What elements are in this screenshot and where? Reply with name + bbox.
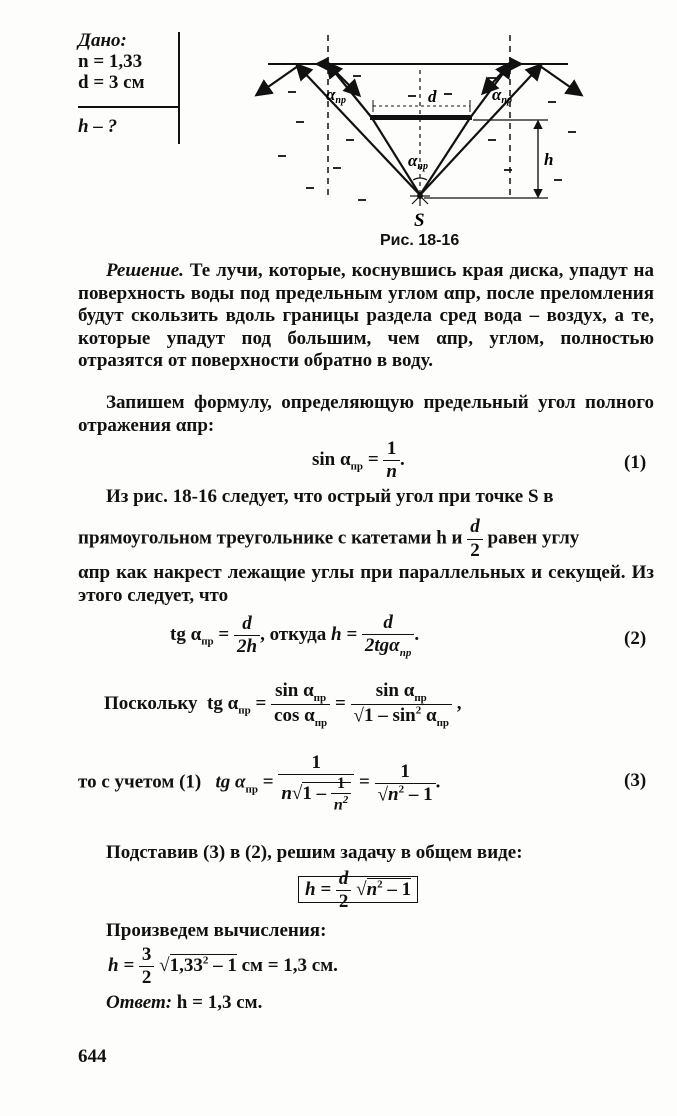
label-h: h: [544, 150, 554, 169]
figure-caption: Рис. 18-16: [380, 232, 460, 249]
given-block: [78, 30, 182, 137]
equation-2: tg $\alpha_{пр}$ = $\frac{d}{2h}$ , откуда h = $\frac{d}{2tg\alpha_{пр}}$ .: [170, 612, 420, 659]
label-d: d: [428, 87, 437, 106]
given-vertical-line: [178, 32, 180, 144]
solution-paragraph-2: Запишем формулу, определяющую предельный угол полного отражения αпр:: [78, 392, 654, 436]
disk: [370, 115, 472, 120]
answer: Ответ: h = 1,3 см.: [106, 992, 263, 1013]
alpha-left: αпр: [326, 85, 346, 106]
equation-3: то с учетом (1) tg $\alpha_{пр}$ = 1 n√1 – $\frac{1}{n^2}$ = $\frac{1}{√n^2 - 1}$ .: [78, 752, 441, 814]
calculation: h = $\frac{3}{2}$ √1,33$^2$ – 1 см = 1,3 см.: [108, 944, 338, 988]
ray-right-outer: [420, 66, 540, 195]
ray-left-outer: [298, 66, 420, 195]
solution-paragraph-6: Подставив (3) в (2), решим задачу в общем виде:: [106, 842, 523, 863]
equation-1: $\sin \alpha_{пр}$ = $\frac{1}{n}$ .: [312, 438, 405, 482]
page-number: 644: [78, 1046, 107, 1067]
solution-paragraph-1: Решение. Те лучи, которые, коснувшись края диска, упадут на поверхность воды под предельным углом αпр, после преломления будут скользить вдоль границы раздела сред вода – воздух, а те, которые упадут под большим, чем αпр, углом, полностью отразятся от поверхности обратно в воду.: [78, 260, 654, 371]
solution-lead: Решение.: [106, 260, 184, 281]
solution-paragraph-3b: прямоугольном треугольнике с катетами h и $\frac{d}{2}$ равен углу: [78, 516, 580, 561]
equation-2-number: (2): [624, 628, 647, 649]
final-formula: h = $\frac{d}{2}$ $√n^2 - 1$: [298, 868, 418, 913]
equation-3-number: (3): [624, 770, 647, 791]
given-d: d = 3 см: [78, 72, 145, 93]
equation-1-number: (1): [624, 452, 647, 473]
ray-right-edge: [420, 118, 470, 195]
alpha-center: αпр: [408, 151, 428, 172]
given-n: n = 1,33: [78, 51, 143, 72]
solution-paragraph-3a: Из рис. 18-16 следует, что острый угол при точке S в: [106, 486, 554, 507]
water-hatching: [278, 76, 576, 200]
equation-tg-identity: Поскольку tg $\alpha_{пр}$ = $\frac{\sin \alpha_{пр}}{\cos \alpha_{пр}}$ = $\frac{\sin \alpha_{пр}}{√1 - \sin^2 \alpha_{пр}}$ ,: [104, 680, 462, 729]
alpha-right: αпр: [492, 85, 512, 106]
solution-paragraph-3d: αпр как накрест лежащие углы при параллельных и секущей. Из этого следует, что: [78, 562, 654, 606]
given-separator: [78, 106, 180, 108]
given-label: Дано:: [78, 30, 127, 51]
label-s: S: [414, 210, 425, 230]
given-find: h – ?: [78, 116, 118, 137]
figure-18-16: [248, 30, 588, 230]
solution-paragraph-7: Произведем вычисления:: [106, 920, 327, 941]
